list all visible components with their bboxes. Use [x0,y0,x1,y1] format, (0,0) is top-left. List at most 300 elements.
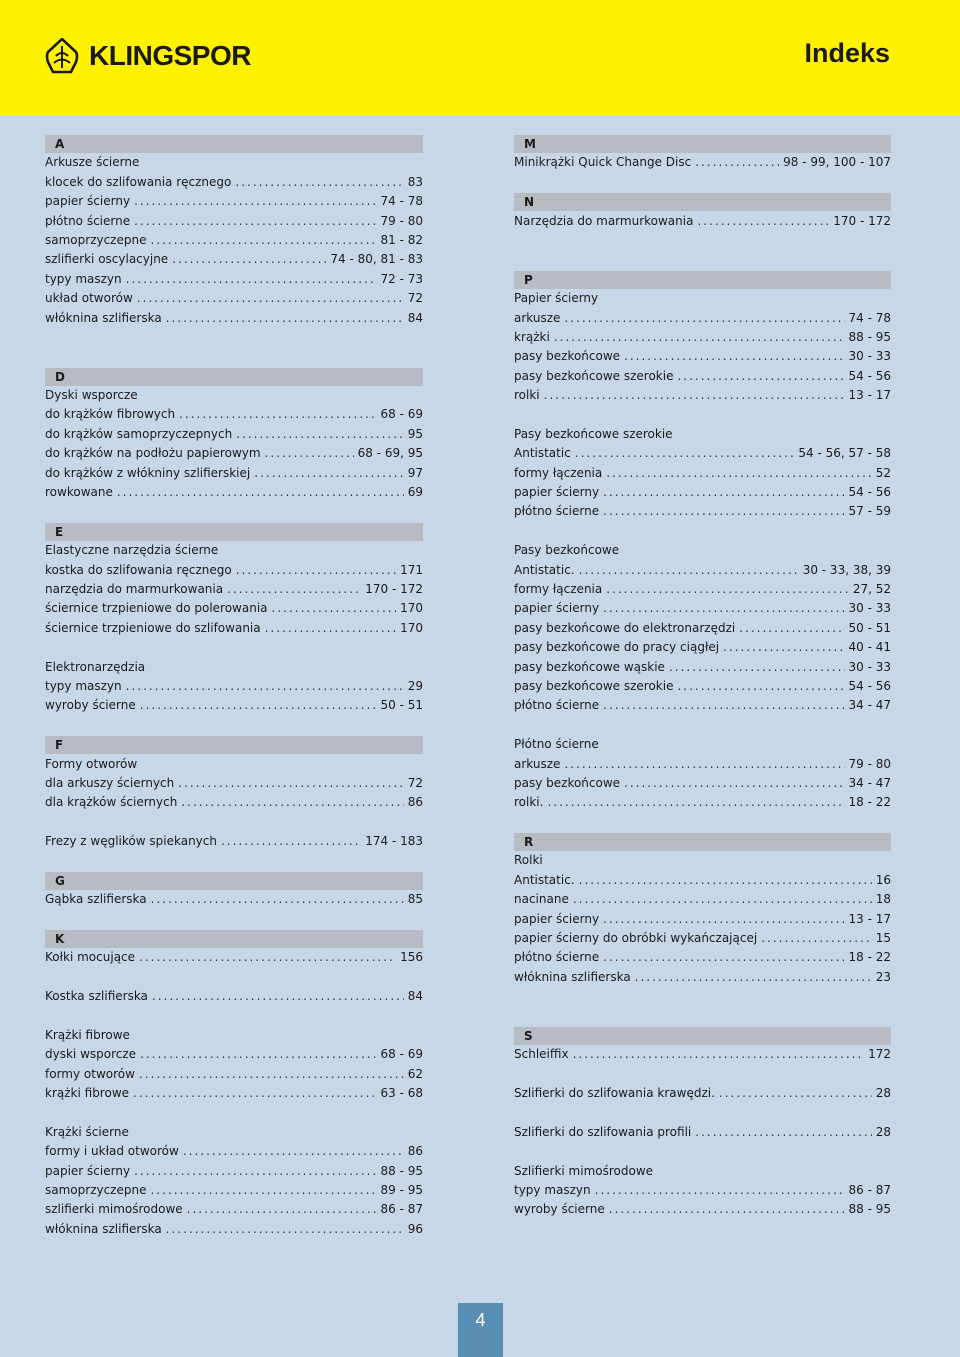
dot-leader [609,1200,845,1219]
index-entry [514,755,891,774]
entry-page: 52 [875,465,891,480]
entry-label: kostka do szlifowania ręcznego [45,562,232,577]
index-entry [514,386,891,405]
dot-leader [272,599,397,618]
entry-page: 83 [407,174,423,189]
entry-page: 13 - 17 [848,911,891,926]
index-entry [45,425,423,444]
dot-leader [719,1084,872,1103]
dot-leader [606,580,849,599]
entry-page: 86 - 87 [380,1202,423,1217]
section-letter: G [45,872,423,890]
brand-logo [45,38,251,74]
entry-label: włóknina szlifierska [45,1221,162,1236]
spacer [45,968,423,987]
page-header [0,0,960,115]
dot-leader [669,658,845,677]
entry-page: 174 - 183 [365,834,423,849]
entry-page: 74 - 78 [848,310,891,325]
index-entry [514,502,891,521]
index-entry [514,580,891,599]
entry-label: nacinane [514,892,569,907]
entry-label: rolki. [514,795,544,810]
index-entry [514,1045,891,1064]
entry-label: Narzędzia do marmurkowania [514,213,694,228]
entry-label: Kostka szlifierska [45,989,148,1004]
section-letter: D [45,368,423,386]
entry-label: formy łączenia [514,465,603,480]
spacer [45,813,423,832]
index-heading: Arkusze ścierne [45,155,140,170]
dot-leader [723,638,844,657]
index-entry [45,250,423,269]
dot-leader [677,367,844,386]
entry-page: 40 - 41 [848,640,891,655]
dot-leader [677,677,844,696]
index-entry [514,929,891,948]
entry-page: 84 [407,310,423,325]
entry-label: wyroby ścierne [45,698,136,713]
entry-page: 88 - 95 [848,1202,891,1217]
index-entry [514,948,891,967]
dot-leader [697,212,829,231]
page-title: Indeks [804,38,890,68]
entry-label: papier ścierny [514,911,600,926]
index-entry [514,793,891,812]
section-letter: P [514,271,891,289]
entry-label: klocek do szlifowania ręcznego [45,174,232,189]
index-entry [45,890,423,909]
index-entry [514,890,891,909]
section-letter: A [45,135,423,153]
dot-leader [166,1220,404,1239]
entry-label: Gąbka szlifierska [45,892,147,907]
section-letter: E [45,523,423,541]
index-entry [45,1220,423,1239]
spacer [514,1065,891,1084]
dot-leader [603,910,844,929]
entry-page: 72 [407,291,423,306]
index-entry [514,309,891,328]
dot-leader [603,696,844,715]
entry-page: 69 [407,485,423,500]
spacer [514,716,891,735]
dot-leader [573,890,872,909]
spacer [514,1104,891,1123]
dot-leader [603,483,844,502]
dot-leader [187,1200,377,1219]
entry-label: formy łączenia [514,581,603,596]
spacer [45,328,423,347]
dot-leader [150,231,376,250]
entry-page: 30 - 33 [848,659,891,674]
dot-leader [603,502,844,521]
spacer [45,1007,423,1026]
entry-label: Antistatic [514,446,571,461]
index-heading: Pasy bezkońcowe szerokie [514,426,673,441]
index-entry [514,483,891,502]
spacer [514,1007,891,1026]
entry-label: Antistatic. [514,562,575,577]
entry-page: 28 [875,1124,891,1139]
spacer [514,405,891,424]
entry-page: 15 [875,931,891,946]
entry-page: 30 - 33 [848,349,891,364]
dot-leader [117,483,404,502]
entry-page: 98 - 99, 100 - 107 [783,155,891,170]
entry-page: 171 [400,562,423,577]
spacer [514,813,891,832]
index-entry [45,561,423,580]
entry-label: Schleiffix [514,1047,569,1062]
entry-label: typy maszyn [45,678,122,693]
dot-leader [181,793,403,812]
entry-label: pasy bezkońcowe do elektronarzędzi [514,620,736,635]
dot-leader [140,1045,376,1064]
index-entry [45,1181,423,1200]
entry-page: 30 - 33 [848,601,891,616]
index-entry [45,580,423,599]
entry-page: 62 [407,1066,423,1081]
dot-leader [221,832,361,851]
entry-page: 30 - 33, 38, 39 [802,562,891,577]
entry-page: 88 - 95 [380,1163,423,1178]
dot-leader [695,1123,871,1142]
spacer [45,638,423,657]
entry-label: do krążków na podłożu papierowym [45,446,261,461]
spacer [514,987,891,1006]
index-entry [514,696,891,715]
dot-leader [254,464,403,483]
index-heading: Formy otworów [45,756,138,771]
entry-label: do krążków z włókniny szlifierskiej [45,465,251,480]
index-entry [514,212,891,231]
entry-label: do krążków samoprzyczepnych [45,426,233,441]
dot-leader [140,696,377,715]
spacer [45,1104,423,1123]
entry-page: 72 [407,775,423,790]
entry-page: 96 [407,1221,423,1236]
entry-page: 97 [407,465,423,480]
entry-label: szlifierki mimośrodowe [45,1202,183,1217]
entry-page: 54 - 56 [848,678,891,693]
index-entry [45,774,423,793]
entry-page: 88 - 95 [848,329,891,344]
entry-page: 170 - 172 [833,213,891,228]
entry-label: formy i układ otworów [45,1144,179,1159]
index-entry [514,367,891,386]
page-number: 4 [458,1303,503,1357]
entry-label: ściernice trzpieniowe do szlifowania [45,620,261,635]
dot-leader [573,1045,865,1064]
dot-leader [761,929,872,948]
index-entry [45,173,423,192]
entry-page: 86 - 87 [848,1183,891,1198]
index-heading: Rolki [514,853,543,868]
entry-label: płótno ścierne [45,213,131,228]
entry-page: 54 - 56 [848,485,891,500]
entry-label: papier ścierny [514,601,600,616]
spacer [514,173,891,192]
index-entry [514,561,891,580]
entry-label: krążki fibrowe [45,1086,130,1101]
entry-page: 74 - 80, 81 - 83 [330,252,423,267]
entry-page: 172 [868,1047,891,1062]
entry-page: 18 - 22 [848,795,891,810]
entry-page: 81 - 82 [380,232,423,247]
entry-label: Minikrążki Quick Change Disc [514,155,692,170]
index-entry [514,1200,891,1219]
entry-label: papier ścierny [514,485,600,500]
entry-page: 170 - 172 [365,581,423,596]
dot-leader [134,192,376,211]
entry-page: 86 [407,1144,423,1159]
section-letter: K [45,930,423,948]
entry-label: pasy bezkońcowe [514,775,621,790]
entry-page: 18 - 22 [848,950,891,965]
klingspor-logo-icon [45,38,79,74]
index-entry [45,1162,423,1181]
entry-label: rolki [514,388,540,403]
index-heading: Dyski wsporcze [45,388,138,403]
index-entry [514,677,891,696]
entry-page: 29 [407,678,423,693]
index-entry [514,638,891,657]
index-heading: Elastyczne narzędzia ścierne [45,543,219,558]
index-entry [514,619,891,638]
dot-leader [695,153,779,172]
entry-page: 54 - 56, 57 - 58 [798,446,891,461]
index-heading: Płótno ścierne [514,737,599,752]
index-heading: Szlifierki mimośrodowe [514,1163,654,1178]
entry-label: włóknina szlifierska [45,310,162,325]
index-entry [45,832,423,851]
entry-label: Antistatic. [514,872,575,887]
entry-label: płótno ścierne [514,698,600,713]
dot-leader [126,677,404,696]
index-entry [45,444,423,463]
spacer [45,851,423,870]
index-entry [514,910,891,929]
entry-label: samoprzyczepne [45,1183,147,1198]
dot-leader [564,309,844,328]
entry-page: 68 - 69 [380,1047,423,1062]
index-entry [514,774,891,793]
dot-leader [126,270,377,289]
dot-leader [152,987,404,1006]
entry-label: typy maszyn [45,271,122,286]
entry-page: 54 - 56 [848,368,891,383]
entry-label: pasy bezkońcowe szerokie [514,368,674,383]
entry-label: dla krążków ściernych [45,795,178,810]
dot-leader [564,755,844,774]
index-entry [45,1200,423,1219]
spacer [514,231,891,250]
entry-label: dyski wsporcze [45,1047,137,1062]
section-letter: N [514,193,891,211]
dot-leader [235,173,403,192]
index-heading: Pasy bezkońcowe [514,543,620,558]
entry-page: 13 - 17 [848,388,891,403]
entry-page: 86 [407,795,423,810]
dot-leader [635,968,872,987]
entry-label: dla arkuszy ściernych [45,775,175,790]
entry-label: narzędzia do marmurkowania [45,581,224,596]
dot-leader [554,328,845,347]
index-entry [45,1045,423,1064]
index-heading: Krążki fibrowe [45,1027,130,1042]
entry-page: 28 [875,1086,891,1101]
section-letter: R [514,833,891,851]
dot-leader [595,1181,845,1200]
entry-page: 72 - 73 [380,271,423,286]
index-entry [514,599,891,618]
entry-label: papier ścierny [45,1163,131,1178]
dot-leader [603,948,844,967]
dot-leader [134,1162,376,1181]
section-letter: F [45,736,423,754]
entry-label: pasy bezkońcowe do pracy ciągłej [514,640,720,655]
entry-label: pasy bezkońcowe wąskie [514,659,665,674]
entry-label: płótno ścierne [514,504,600,519]
dot-leader [575,444,795,463]
dot-leader [139,948,396,967]
index-column-left [45,134,423,1239]
entry-page: 74 - 78 [380,194,423,209]
entry-page: 50 - 51 [848,620,891,635]
dot-leader [547,793,844,812]
entry-label: formy otworów [45,1066,135,1081]
dot-leader [166,309,404,328]
index-entry [45,270,423,289]
dot-leader [227,580,361,599]
section-letter: S [514,1027,891,1045]
entry-page: 170 [400,601,423,616]
index-entry [45,793,423,812]
spacer [45,502,423,521]
dot-leader [624,347,844,366]
index-entry [514,328,891,347]
entry-page: 79 - 80 [848,756,891,771]
entry-page: 63 - 68 [380,1086,423,1101]
dot-leader [134,212,376,231]
entry-page: 50 - 51 [380,698,423,713]
entry-label: Szlifierki do szlifowania krawędzi. [514,1086,715,1101]
entry-page: 95 [407,426,423,441]
index-entry [45,948,423,967]
dot-leader [236,425,404,444]
dot-leader [172,250,326,269]
entry-label: rowkowane [45,485,113,500]
index-entry [45,464,423,483]
dot-leader [606,464,871,483]
entry-page: 34 - 47 [848,775,891,790]
entry-label: Szlifierki do szlifowania profili [514,1124,692,1139]
dot-leader [137,289,404,308]
entry-label: pasy bezkońcowe szerokie [514,678,674,693]
entry-label: Frezy z węglików spiekanych [45,834,217,849]
entry-page: 16 [875,872,891,887]
spacer [45,910,423,929]
dot-leader [603,599,844,618]
entry-label: płótno ścierne [514,950,600,965]
entry-label: wyroby ścierne [514,1202,605,1217]
index-entry [45,405,423,424]
entry-label: ściernice trzpieniowe do polerowania [45,601,268,616]
entry-page: 23 [875,969,891,984]
entry-page: 27, 52 [852,581,891,596]
index-entry [45,619,423,638]
index-entry [45,987,423,1006]
entry-label: Kołki mocujące [45,950,136,965]
dot-leader [150,1181,376,1200]
entry-page: 18 [875,892,891,907]
index-entry [514,871,891,890]
dot-leader [579,871,872,890]
entry-page: 84 [407,989,423,1004]
entry-label: krążki [514,329,550,344]
index-entry [514,444,891,463]
spacer [45,716,423,735]
index-column-right [514,134,891,1220]
dot-leader [544,386,845,405]
index-entry [45,1142,423,1161]
entry-label: szlifierki oscylacyjne [45,252,169,267]
index-entry [514,1084,891,1103]
entry-page: 68 - 69, 95 [357,446,423,461]
entry-page: 85 [407,892,423,907]
dot-leader [183,1142,404,1161]
dot-leader [179,405,376,424]
entry-page: 34 - 47 [848,698,891,713]
entry-label: włóknina szlifierska [514,969,631,984]
entry-label: typy maszyn [514,1183,591,1198]
index-entry [514,464,891,483]
entry-label: arkusze [514,756,561,771]
index-entry [45,309,423,328]
index-entry [45,212,423,231]
index-heading: Papier ścierny [514,291,599,306]
index-entry [45,1084,423,1103]
index-heading: Elektronarzędzia [45,659,146,674]
index-entry [45,289,423,308]
index-entry [45,231,423,250]
entry-label: papier ścierny [45,194,131,209]
entry-label: arkusze [514,310,561,325]
dot-leader [151,890,404,909]
entry-page: 68 - 69 [380,407,423,422]
spacer [514,522,891,541]
index-entry [45,677,423,696]
index-entry [514,1123,891,1142]
entry-page: 170 [400,620,423,635]
index-entry [45,1065,423,1084]
index-entry [514,347,891,366]
index-entry [45,483,423,502]
dot-leader [236,561,396,580]
dot-leader [133,1084,376,1103]
entry-label: do krążków fibrowych [45,407,176,422]
index-entry [514,153,891,172]
index-heading: Krążki ścierne [45,1124,129,1139]
spacer [514,250,891,269]
brand-name: KLINGSPOR [89,40,251,71]
section-letter: M [514,135,891,153]
index-entry [514,658,891,677]
entry-label: samoprzyczepne [45,232,147,247]
dot-leader [265,619,396,638]
entry-page: 57 - 59 [848,504,891,519]
